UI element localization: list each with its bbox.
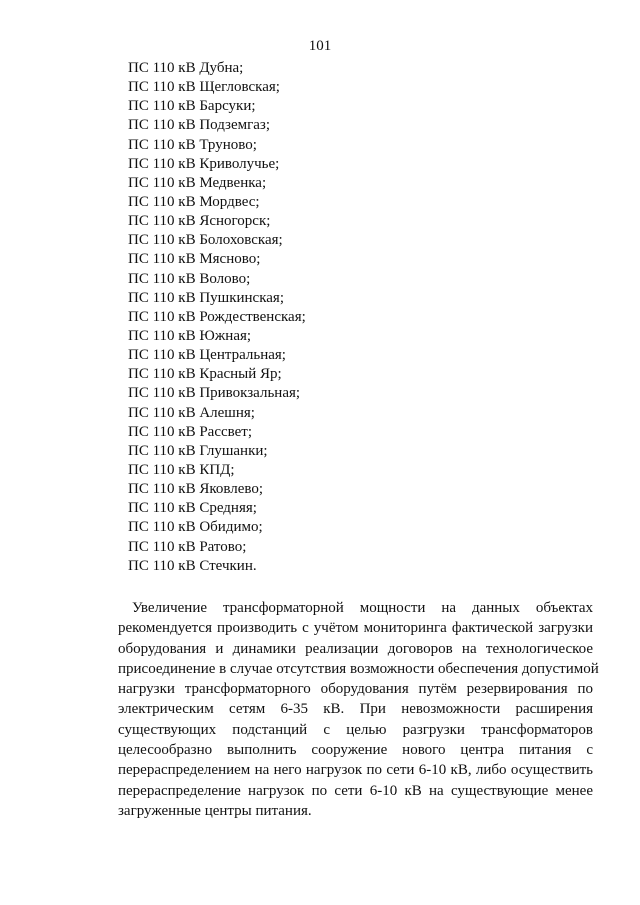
list-item: ПС 110 кВ Центральная; bbox=[128, 347, 286, 364]
list-item: ПС 110 кВ Пушкинская; bbox=[128, 289, 284, 306]
list-item: ПС 110 кВ Красный Яр; bbox=[128, 366, 282, 383]
list-item: ПС 110 кВ Алешня; bbox=[128, 404, 255, 421]
list-item: ПС 110 кВ Рассвет; bbox=[128, 423, 253, 440]
paragraph-line: присоединение в случае отсутствия возможности обеспечения допустимой bbox=[118, 660, 599, 677]
list-item: ПС 110 кВ Обидимо; bbox=[128, 519, 263, 536]
list-item: ПС 110 кВ Медвенка; bbox=[128, 174, 267, 191]
paragraph-line: целесообразно выполнить сооружение нового центра питания с bbox=[118, 742, 593, 759]
paragraph-line: существующих подстанций с целью разгрузки трансформаторов bbox=[118, 721, 593, 738]
paragraph-line: перераспределение нагрузок по сети 6-10 кВ на существующие менее bbox=[118, 782, 593, 799]
list-item: ПС 110 кВ Подземгаз; bbox=[128, 117, 271, 134]
paragraph-line: оборудования и динамики реализации договоров на технологическое bbox=[118, 640, 593, 657]
substation-list bbox=[128, 59, 306, 576]
paragraph-line: электрическим сетям 6-35 кВ. При невозможности расширения bbox=[118, 701, 593, 718]
list-item: ПС 110 кВ Волово; bbox=[128, 270, 251, 287]
paragraph-line: нагрузки трансформаторного оборудования путём резервирования по bbox=[118, 681, 593, 698]
list-item: ПС 110 кВ Щегловская; bbox=[128, 79, 280, 96]
list-item: ПС 110 кВ Стечкин. bbox=[128, 557, 257, 574]
list-item: ПС 110 кВ Ратово; bbox=[128, 538, 247, 555]
list-item: ПС 110 кВ Мордвес; bbox=[128, 193, 260, 210]
list-item: ПС 110 кВ Болоховская; bbox=[128, 232, 283, 249]
body-paragraph bbox=[118, 598, 599, 821]
list-item: ПС 110 кВ Барсуки; bbox=[128, 98, 256, 115]
paragraph-line: перераспределением на него нагрузок по сети 6-10 кВ, либо осуществить bbox=[118, 762, 593, 779]
list-item: ПС 110 кВ Дубна; bbox=[128, 60, 244, 76]
list-item: ПС 110 кВ Труново; bbox=[128, 136, 257, 153]
list-item: ПС 110 кВ Ясногорск; bbox=[128, 213, 271, 230]
paragraph-line: Увеличение трансформаторной мощности на данных объектах bbox=[132, 600, 593, 616]
list-item: ПС 110 кВ Глушанки; bbox=[128, 442, 268, 459]
list-item: ПС 110 кВ Южная; bbox=[128, 327, 252, 344]
list-item: ПС 110 кВ Мясново; bbox=[128, 251, 261, 268]
list-item: ПС 110 кВ Криволучье; bbox=[128, 155, 280, 172]
page-number: 101 bbox=[308, 38, 332, 54]
paragraph-line: рекомендуется производить с учётом мониторинга фактической загрузки bbox=[118, 620, 593, 637]
list-item: ПС 110 кВ Яковлево; bbox=[128, 481, 264, 498]
paragraph-line: загруженные центры питания. bbox=[118, 802, 312, 819]
list-item: ПС 110 кВ КПД; bbox=[128, 461, 235, 478]
list-item: ПС 110 кВ Рождественская; bbox=[128, 308, 306, 325]
list-item: ПС 110 кВ Привокзальная; bbox=[128, 385, 301, 402]
list-item: ПС 110 кВ Средняя; bbox=[128, 500, 257, 517]
